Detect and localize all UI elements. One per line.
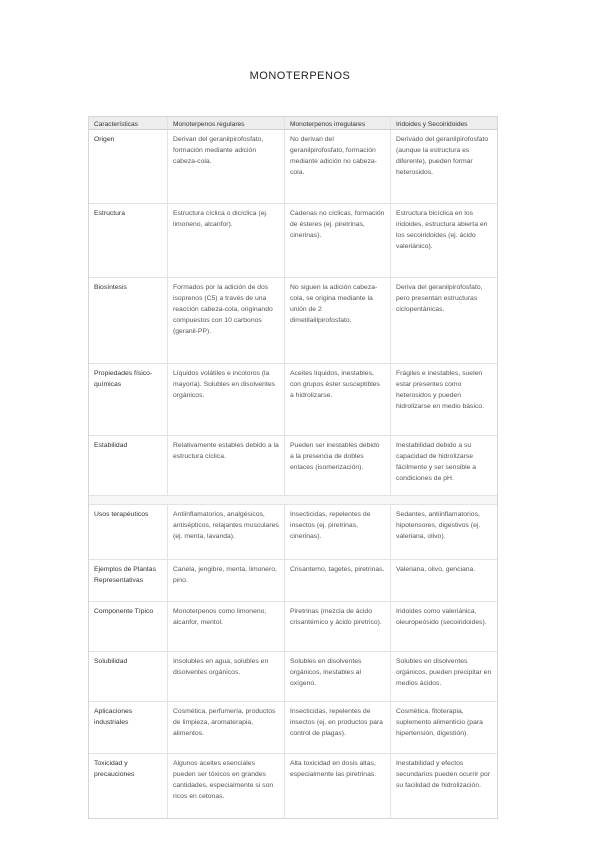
- cell-iridoids: Derivado del geranilpirofosfato (aunque la estructura es diferente), pueden formar heterosidos.: [390, 130, 497, 203]
- row-label: Solubilidad: [94, 658, 128, 665]
- cell-iridoids: Sedantes, antiinflamatorios, hipotensores, digestivos (ej. valeriana, olivo).: [390, 505, 497, 559]
- table-row: [89, 204, 497, 278]
- cell-iridoids: Valeriana, olivo, genciana.: [390, 560, 497, 601]
- cell-regular: Relativamente estables debido a la estructura cíclica.: [167, 436, 284, 495]
- table-row: [89, 436, 497, 496]
- row-label: Componente Típico: [94, 608, 154, 615]
- cell-irregular: Insecticidas, repelentes de insectos (ej. piretrinas, cinerinas).: [284, 505, 390, 559]
- row-label: Origen: [94, 136, 115, 143]
- cell-irregular: No derivan del geranilpirofosfato, formación mediante adición no cabeza-cola.: [284, 130, 390, 203]
- cell-irregular: Crisantemo, tagetes, piretrinas.: [284, 560, 390, 601]
- header-characteristics: Características: [94, 121, 138, 128]
- cell-irregular: Cadenas no cíclicas, formación de ésteres (ej. piretrinas, cinerinas).: [284, 204, 390, 277]
- cell-regular: Cosmética, perfumería, productos de limpieza, aromaterapia, alimentos.: [167, 702, 284, 753]
- cell-regular: Líquidos volátiles e incoloros (la mayoría). Solubles en disolventes orgánicos.: [167, 364, 284, 435]
- cell-irregular: Solubles en disolventes orgánicos, inestables al oxígeno.: [284, 652, 390, 701]
- table-row: [89, 130, 497, 204]
- table-row: [89, 702, 497, 754]
- row-label: Toxicidad y precauciones: [94, 760, 135, 778]
- cell-iridoids: Solubles en disolventes orgánicos, pueden precipitar en medios ácidos.: [390, 652, 497, 701]
- cell-iridoids: Deriva del geranilpirofosfato, pero presentan estructuras ciclopentánicas.: [390, 278, 497, 363]
- header-regular: Monoterpenos regulares: [167, 117, 284, 129]
- cell-irregular: Alta toxicidad en dosis altas, especialmente las piretrinas.: [284, 754, 390, 818]
- page-title: MONOTERPENOS: [249, 70, 351, 82]
- cell-iridoids: Inestabilidad debido a su capacidad de hidrolizarse fácilmente y ser sensible a condiciones de pH.: [390, 436, 497, 495]
- header-iridoids: Iridoides y Secoiridoides: [390, 117, 497, 129]
- table-row: [89, 364, 497, 436]
- header-irregular: Monoterpenos irregulares: [284, 117, 390, 129]
- cell-iridoids: Frágiles e inestables, suelen estar presentes como heterosidos y pueden hidrolizarse en medio básico.: [390, 364, 497, 435]
- cell-irregular: Pueden ser inestables debido a la presencia de dobles enlaces (isomerización).: [284, 436, 390, 495]
- row-label: Usos terapéuticos: [94, 511, 149, 518]
- cell-iridoids: Inestabilidad y efectos secundarios pueden ocurrir por su facilidad de hidrolización.: [390, 754, 497, 818]
- page-break-divider: [89, 496, 497, 505]
- cell-regular: Derivan del geranilpirofosfato, formación mediante adición cabeza-cola.: [167, 130, 284, 203]
- table-row: [89, 602, 497, 652]
- cell-regular: Antiinflamatorios, analgésicos, antisépticos, relajantes musculares (ej. menta, lavanda).: [167, 505, 284, 559]
- cell-regular: Insolubles en agua, solubles en disolventes orgánicos.: [167, 652, 284, 701]
- table-header-row: [89, 117, 497, 130]
- row-label: Estructura: [94, 210, 125, 217]
- row-label: Aplicaciones industriales: [94, 708, 133, 726]
- table-row: [89, 278, 497, 364]
- table-row: [89, 754, 497, 818]
- cell-regular: Formados por la adición de dos isoprenos (C5) a través de una reacción cabeza-cola, originando compuestos con 10 carbonos (geranil-PP).: [167, 278, 284, 363]
- row-label: Estabilidad: [94, 442, 128, 449]
- row-label: Biosíntesis: [94, 284, 127, 291]
- cell-regular: Estructura cíclica o dicíclica (ej. limoneno, alcanfor).: [167, 204, 284, 277]
- cell-iridoids: Iridoides como valeriánica, oleuropeósido (secoiridoides).: [390, 602, 497, 651]
- table-row: [89, 652, 497, 702]
- cell-irregular: No siguen la adición cabeza-cola, se origina mediante la unión de 2 dimetilalilpirofosfato.: [284, 278, 390, 363]
- table-row: [89, 560, 497, 602]
- cell-irregular: Piretrinas (mezcla de ácido crisantémico y ácido piretrico).: [284, 602, 390, 651]
- row-label: Propiedades físico-químicas: [94, 370, 153, 388]
- cell-iridoids: Estructura bicíclica en los iridoides, estructura abierta en los secoiridoides (ej. ácido valeriánico).: [390, 204, 497, 277]
- monoterpenes-table: [88, 116, 498, 819]
- cell-regular: Algunos aceites esenciales pueden ser tóxicos en grandes cantidades, especialmente si son ricos en cetonas.: [167, 754, 284, 818]
- cell-irregular: Aceites líquidos, inestables, con grupos éster susceptibles a hidrolizarse.: [284, 364, 390, 435]
- row-label: Ejemplos de Plantas Representativas: [94, 566, 156, 584]
- table-row: [89, 505, 497, 560]
- cell-irregular: Insecticidas, repelentes de insectos (ej. en productos para control de plagas).: [284, 702, 390, 753]
- cell-regular: Monoterpenos como limoneno, alcanfor, mentol.: [167, 602, 284, 651]
- cell-regular: Canela, jengibre, menta, limonero, pino.: [167, 560, 284, 601]
- cell-iridoids: Cosmética, fitoterapia, suplemento alimenticio (para hipertensión, digestión).: [390, 702, 497, 753]
